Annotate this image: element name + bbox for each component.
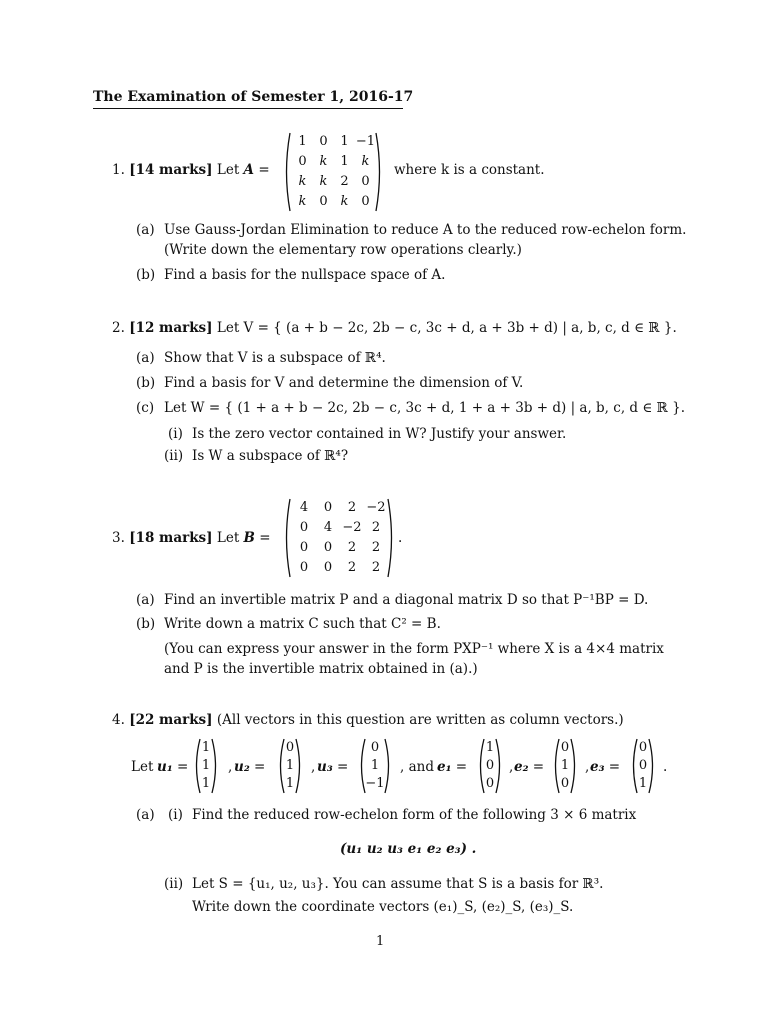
q4ai-label: (i)	[168, 807, 183, 823]
paren-stroke	[388, 499, 392, 577]
q1b-label: (b)	[136, 267, 156, 283]
vector-entry: 0	[485, 776, 495, 791]
q3b-note2: and P is the invertible matrix obtained in (a).)	[164, 661, 478, 677]
vector-name: e₁	[437, 759, 452, 775]
q4aii-text2: Write down the coordinate vectors (e₁)_S, (e₂)_S, (e₃)_S.	[192, 899, 574, 915]
vector-entry: 1	[485, 740, 495, 755]
q1-let: Let	[216, 162, 240, 178]
vector-entry: 1	[201, 758, 211, 773]
column-vector	[193, 738, 219, 794]
q3-eq: =	[259, 530, 271, 546]
matrix-entry: −2	[366, 500, 386, 515]
matrix-entry: 0	[319, 194, 328, 209]
q4-marks: [22 marks]	[129, 712, 213, 728]
title-underline	[93, 108, 403, 109]
q1-matrix-name: A	[243, 162, 255, 178]
vector-entry: 0	[370, 740, 380, 755]
vector-name: e₂	[514, 759, 529, 775]
vector-entry: 0	[485, 758, 495, 773]
matrix-entry: k	[298, 194, 307, 209]
matrix-b	[283, 498, 395, 578]
row-matrix: (u₁ u₂ u₃ e₁ e₂ e₃) .	[340, 841, 477, 857]
q2cii-text: Is W a subspace of ℝ⁴?	[192, 448, 349, 464]
vector-label	[437, 757, 467, 777]
matrix-entry: 0	[298, 154, 307, 169]
vector-entry: 1	[638, 776, 648, 791]
q3b-label: (b)	[136, 616, 156, 632]
vector-separator: , and	[400, 759, 434, 775]
vector-label	[234, 757, 265, 777]
q1a-text: Use Gauss-Jordan Elimination to reduce A to the reduced row-echelon form.	[164, 222, 687, 238]
vector-eq: =	[604, 759, 621, 775]
vector-separator: ,	[509, 759, 514, 775]
vector-label	[590, 757, 620, 777]
matrix-entry: 2	[347, 540, 357, 555]
q2ci-text: Is the zero vector contained in W? Justify your answer.	[192, 426, 567, 442]
q4-intro: (All vectors in this question are written as column vectors.)	[216, 712, 624, 728]
matrix-entry: 1	[298, 134, 307, 149]
q1b-text: Find a basis for the nullspace space of A.	[164, 267, 446, 283]
vector-entry: −1	[365, 776, 385, 791]
vector-entry: 1	[285, 776, 295, 791]
q1-line	[112, 160, 270, 180]
matrix-entry: 2	[371, 520, 381, 535]
vector-separator: ,	[585, 759, 590, 775]
q4aii-text: Let S = {u₁, u₂, u₃}. You can assume that S is a basis for ℝ³.	[192, 876, 604, 892]
vector-eq: =	[249, 759, 266, 775]
matrix-entry: 4	[323, 520, 333, 535]
matrix-entry: 2	[371, 540, 381, 555]
matrix-entry: −1	[355, 134, 376, 149]
matrix-entry: 0	[323, 540, 333, 555]
q4ai-text: Find the reduced row-echelon form of the following 3 × 6 matrix	[192, 807, 637, 823]
q4-line	[112, 710, 624, 730]
q2c-label: (c)	[136, 400, 155, 416]
matrix-entry: 0	[361, 194, 370, 209]
paren-stroke	[376, 133, 380, 211]
q2a-label: (a)	[136, 350, 155, 366]
matrix-entry: k	[319, 174, 328, 189]
q1-eq: =	[258, 162, 270, 178]
matrix-entry: 0	[323, 560, 333, 575]
q3-number: 3.	[112, 530, 125, 546]
vector-entry: 1	[285, 758, 295, 773]
vector-entry: 1	[201, 776, 211, 791]
vector-entry: 0	[560, 776, 570, 791]
q1-marks: [14 marks]	[129, 162, 213, 178]
matrix-entry: 0	[319, 134, 328, 149]
matrix-entry: 0	[299, 540, 309, 555]
matrix-entry: 1	[340, 154, 349, 169]
vector-label	[514, 757, 544, 777]
matrix-entry: 2	[371, 560, 381, 575]
matrix-entry: k	[298, 174, 307, 189]
matrix-entry: −2	[342, 520, 362, 535]
q2ci-label: (i)	[168, 426, 183, 442]
column-vector	[477, 738, 503, 794]
vector-name: u₁	[157, 759, 173, 775]
vector-entry: 1	[370, 758, 380, 773]
matrix-entry: 1	[340, 134, 349, 149]
column-vector	[630, 738, 656, 794]
q4aii-label: (ii)	[164, 876, 184, 892]
vector-label	[317, 757, 348, 777]
q3-marks: [18 marks]	[129, 530, 213, 546]
q2b-label: (b)	[136, 375, 156, 391]
q3-let: Let	[216, 530, 240, 546]
matrix-entry: 4	[299, 500, 309, 515]
paren-stroke	[287, 499, 291, 577]
vector-entry: 1	[560, 758, 570, 773]
vector-eq: =	[451, 759, 468, 775]
q2-number: 2.	[112, 320, 125, 336]
vector-entry: 0	[285, 740, 295, 755]
q3a-label: (a)	[136, 592, 155, 608]
q2-marks: [12 marks]	[129, 320, 213, 336]
vector-name: e₃	[590, 759, 605, 775]
q4-let: Let	[131, 759, 154, 775]
q3b-text: Write down a matrix C such that C² = B.	[164, 616, 441, 632]
matrix-entry: 0	[323, 500, 333, 515]
matrix-entry: 0	[361, 174, 370, 189]
vector-entry: 0	[560, 740, 570, 755]
matrix-entry: 2	[340, 174, 349, 189]
q3-matrix-name: B	[243, 530, 255, 546]
q2c-text: Let W = { (1 + a + b − 2c, 2b − c, 3c + d, 1 + a + 3b + d) | a, b, c, d ∈ ℝ }.	[164, 400, 686, 416]
column-vector	[358, 738, 392, 794]
q2-line	[112, 318, 677, 338]
q1-after: where k is a constant.	[394, 162, 545, 178]
q3b-note: (You can express your answer in the form PXP⁻¹ where X is a 4×4 matrix	[164, 641, 664, 657]
matrix-entry: 2	[347, 560, 357, 575]
vector-separator: ,	[228, 759, 233, 775]
page-number: 1	[376, 934, 385, 949]
page-title: The Examination of Semester 1, 2016-17	[93, 89, 414, 105]
vector-name: u₃	[317, 759, 333, 775]
column-vector	[552, 738, 578, 794]
paren-stroke	[287, 133, 291, 211]
q1a-text2: (Write down the elementary row operations clearly.)	[164, 242, 522, 258]
q3a-text: Find an invertible matrix P and a diagonal matrix D so that P⁻¹BP = D.	[164, 592, 649, 608]
q4-number: 4.	[112, 712, 125, 728]
matrix-a	[283, 132, 383, 212]
vector-eq: =	[528, 759, 545, 775]
column-vector	[277, 738, 303, 794]
matrix-entry: 2	[347, 500, 357, 515]
vector-eq: =	[172, 759, 189, 775]
q3-after: .	[398, 530, 403, 546]
vector-name: u₂	[234, 759, 250, 775]
matrix-entry: 0	[299, 520, 309, 535]
vector-separator: ,	[311, 759, 316, 775]
matrix-entry: k	[340, 194, 349, 209]
q2a-text: Show that V is a subspace of ℝ⁴.	[164, 350, 386, 366]
q1-number: 1.	[112, 162, 125, 178]
q3-line	[112, 528, 271, 548]
vector-entry: 0	[638, 758, 648, 773]
matrix-entry: k	[361, 154, 370, 169]
vector-entry: 0	[638, 740, 648, 755]
vector-label	[157, 757, 188, 777]
vector-entry: 1	[201, 740, 211, 755]
q2b-text: Find a basis for V and determine the dimension of V.	[164, 375, 524, 391]
matrix-entry: 0	[299, 560, 309, 575]
q4a-label: (a)	[136, 807, 155, 823]
matrix-entry: k	[319, 154, 328, 169]
vector-eq: =	[332, 759, 349, 775]
q1a-label: (a)	[136, 222, 155, 238]
q2-intro: Let V = { (a + b − 2c, 2b − c, 3c + d, a + 3b + d) | a, b, c, d ∈ ℝ }.	[216, 320, 677, 336]
q2cii-label: (ii)	[164, 448, 184, 464]
vector-separator: .	[663, 759, 668, 775]
